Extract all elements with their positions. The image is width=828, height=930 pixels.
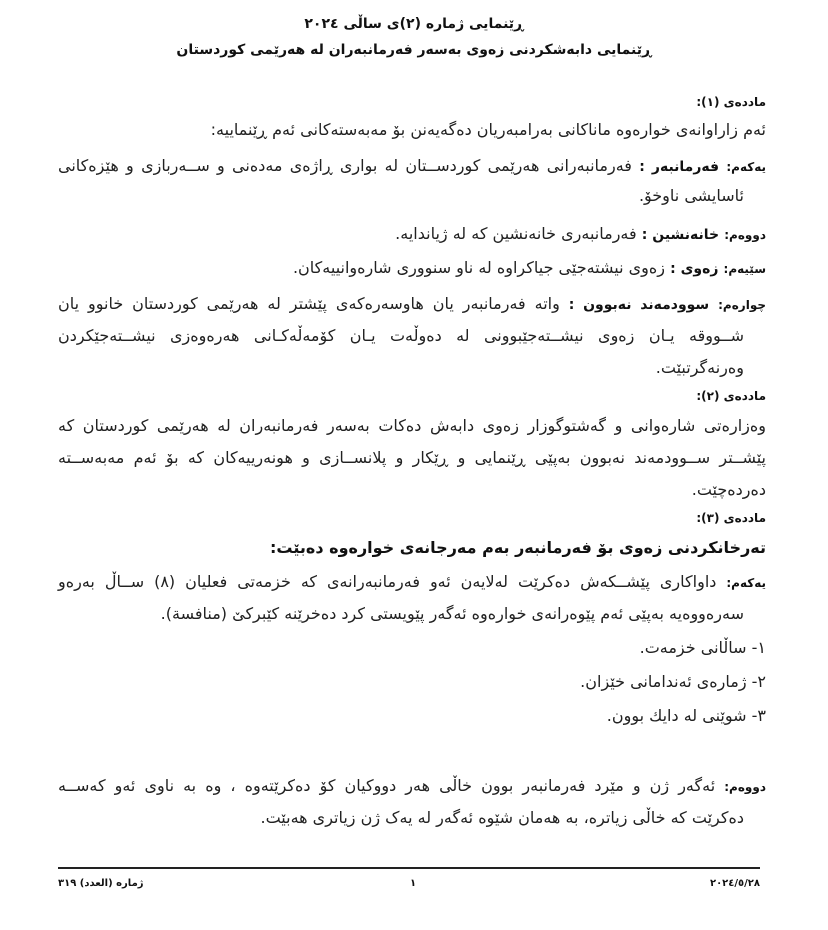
definition-text: زەوی نیشتەجێی جیاکراوە لە ناو سنووری شارەوانییەکان.: [292, 258, 665, 277]
article-3-heading: ماددەی (٣):: [696, 511, 766, 525]
definition-ordinal: دووەم:: [724, 228, 766, 242]
definition-item: [58, 222, 766, 247]
criteria-item: ٢- ژمارەی ئەندامانی خێزان.: [580, 672, 766, 691]
definition-item: [58, 154, 766, 179]
definition-ordinal: یەکەم:: [726, 160, 766, 174]
criteria-item: ٣- شوێنی لە دایك بوون.: [606, 706, 766, 725]
footer-page-number: ١: [410, 878, 417, 889]
item-ordinal: یەکەم:: [726, 576, 767, 590]
definition-term: زەوی :: [670, 261, 719, 277]
item-text: داواکاری پێشــکەش دەکرێت لەلایەن ئەو فەرمانبەرانەی کە خزمەتی فعلیان (٨) ســاڵ بەرەو: [58, 572, 717, 591]
footer-date: ٢٠٢٤/٥/٢٨: [709, 878, 760, 889]
article-2-text: دەردەچێت.: [691, 480, 766, 499]
document-subtitle: ڕێنمایی دابەشکردنی زەوی بەسەر فەرمانبەران لە هەرێمی کوردستان: [176, 42, 652, 58]
definition-term: سوودمەند نەبوون :: [568, 297, 710, 313]
definition-text-cont: ئاسایشی ناوخۆ.: [638, 186, 744, 205]
definition-term: فەرمانبەر :: [639, 159, 720, 175]
definition-item: [58, 256, 766, 281]
document-title: ڕێنمایی ژمارە (٢)ی ساڵی ٢٠٢٤: [304, 16, 524, 32]
article-2-heading: ماددەی (٢):: [696, 389, 766, 403]
definition-text: فەرمانبەرانی هەرێمی کوردســتان لە بواری ڕاژەی مەدەنی و ســەربازی و هێزەکانی: [58, 156, 632, 175]
article-3-subheading: تەرخانکردنی زەوی بۆ فەرمانبەر بەم مەرجانەی خوارەوە دەبێت:: [270, 538, 766, 557]
criteria-item: ١- ساڵانی خزمەت.: [639, 638, 766, 657]
article-2-text: پێشــتر ســوودمەند نەبوون بەپێی ڕێنمایی و ڕێکار و پلانســازی و هونەرییەکان کە بۆ ئەم مەبەســتە: [58, 448, 766, 467]
definition-text-cont: شــووقە یـان زەوی نیشــتەجێبوونی لە دەوڵەت یـان کۆمەڵەکـانی هەرەوەزی نیشــتەجێکردن: [58, 326, 744, 345]
definition-ordinal: سێیەم:: [723, 262, 766, 276]
article-3-item-second: [58, 774, 766, 799]
definition-item: [58, 292, 766, 317]
definition-term: خانەنشین :: [641, 227, 720, 243]
item-text-cont: سەرەووەیە بەپێی ئەم پێوەرانەی خوارەوە ئەگەر پێویستی کرد دەخرێنە کێبرکێ (منافسة).: [160, 604, 744, 623]
item-text-cont: دەکرێت کە خاڵی زیاترە، بە هەمان شێوە ئەگەر لە یەک ژن زیاتری هەبێت.: [260, 808, 744, 827]
definition-text: فەرمانبەری خانەنشین کە لە ژیاندایە.: [395, 224, 637, 243]
article-2-text: وەزارەتی شارەوانی و گەشتوگوزار زەوی دابەش دەکات بەسەر فەرمانبەران لە هەرێمی کوردستان کە: [58, 416, 766, 435]
item-ordinal: دووەم:: [724, 780, 766, 794]
footer-issue-number: ژمارە (العدد) ٣١٩: [58, 878, 144, 889]
footer-divider: [58, 867, 760, 869]
article-1-intro: ئەم زاراوانەی خوارەوە ماناکانی بەرامبەریان دەگەیەنن بۆ مەبەستەکانی ئەم ڕێنماییە:: [210, 120, 766, 139]
article-1-heading: ماددەی (١):: [696, 95, 766, 109]
definition-text-cont: وەرنەگرتبێت.: [655, 358, 744, 377]
definition-text: واتە فەرمانبەر یان هاوسەرەکەی پێشتر لە هەرێمی کوردستان خانوو یان: [58, 294, 560, 313]
article-3-item-first: [58, 570, 766, 595]
item-text: ئەگەر ژن و مێرد فەرمانبەر بوون خاڵی هەر دووکیان کۆ دەکرێتەوە ، وە بە ناوی ئەو کەســە: [58, 776, 716, 795]
definition-ordinal: چوارەم:: [718, 298, 766, 312]
